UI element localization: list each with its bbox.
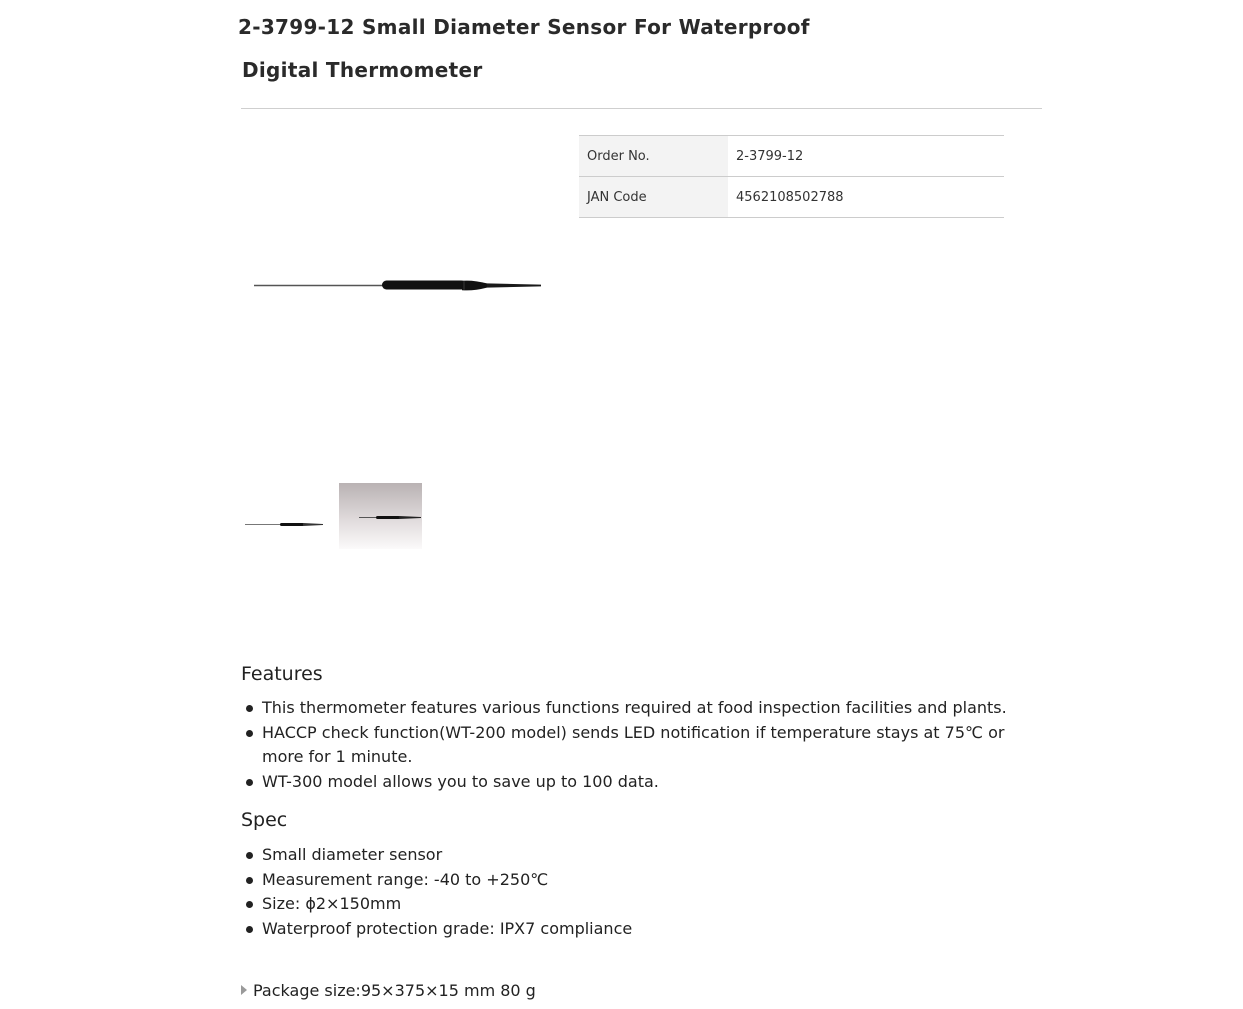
caret-right-icon bbox=[241, 985, 247, 995]
jan-code-value: 4562108502788 bbox=[728, 177, 1004, 218]
spec-heading: Spec bbox=[241, 809, 288, 831]
list-item: Waterproof protection grade: IPX7 compliance bbox=[243, 917, 1043, 942]
features-heading: Features bbox=[241, 663, 323, 685]
list-item: WT-300 model allows you to save up to 100 data. bbox=[243, 770, 1043, 795]
table-row bbox=[579, 136, 1004, 177]
list-item: This thermometer features various functions required at food inspection facilities and plants. bbox=[243, 696, 1043, 721]
package-size bbox=[241, 981, 536, 1000]
jan-code-label: JAN Code bbox=[579, 177, 728, 218]
package-size-text: Package size:95×375×15 mm 80 g bbox=[253, 981, 536, 1000]
thermometer-thumbnail-icon bbox=[243, 483, 326, 549]
thermometer-probe-illustration bbox=[241, 135, 551, 435]
order-no-label: Order No. bbox=[579, 136, 728, 177]
list-item: Size: ϕ2×150mm bbox=[243, 892, 1043, 917]
product-title-line2: Digital Thermometer bbox=[242, 58, 483, 82]
product-code-table bbox=[579, 135, 1004, 218]
product-main-image bbox=[241, 135, 551, 435]
features-list bbox=[243, 696, 1043, 794]
product-title bbox=[238, 6, 1038, 92]
list-item: Small diameter sensor bbox=[243, 843, 1043, 868]
list-item: HACCP check function(WT-200 model) sends LED notification if temperature stays at 75℃ or more for 1 minute. bbox=[243, 721, 1043, 770]
spec-list bbox=[243, 843, 1043, 941]
product-thumbnail-2[interactable] bbox=[339, 483, 422, 549]
table-row bbox=[579, 177, 1004, 218]
title-divider bbox=[241, 108, 1042, 109]
thermometer-thumbnail-icon bbox=[339, 483, 422, 549]
product-title-line1: 2-3799-12 Small Diameter Sensor For Waterproof bbox=[238, 15, 810, 39]
product-thumbnail-1[interactable] bbox=[243, 483, 326, 549]
list-item: Measurement range: -40 to +250℃ bbox=[243, 868, 1043, 893]
order-no-value: 2-3799-12 bbox=[728, 136, 1004, 177]
